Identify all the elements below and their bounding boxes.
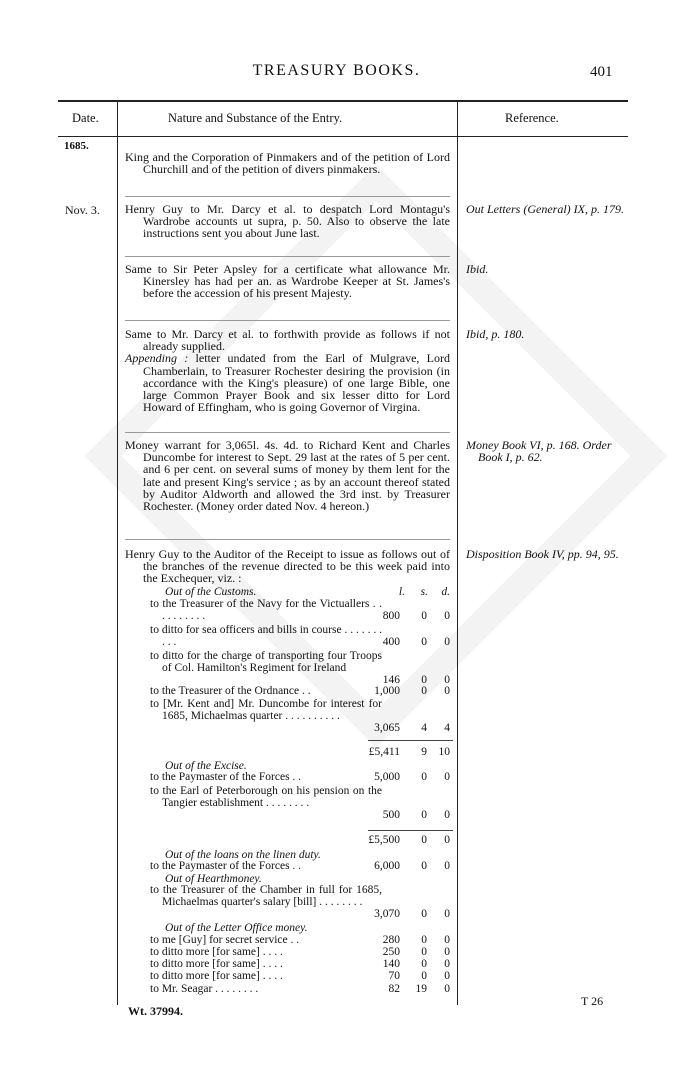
hearth-line: to the Treasurer of the Chamber in full for 1685, Michaelmas quarter's salary [bill] . . . . . . . . (150, 884, 382, 908)
customs-line-amount-d: 0 (444, 636, 450, 648)
customs-line-amount-d: 0 (444, 674, 450, 686)
letter-line: to ditto more [for same] . . . . (150, 958, 283, 970)
customs-line: to the Treasurer of the Ordnance . . (150, 685, 311, 697)
entry-text (125, 439, 450, 512)
customs-line: to [Mr. Kent and] Mr. Duncombe for interest for 1685, Michaelmas quarter . . . . . . . . . . (150, 698, 382, 722)
customs-line-amount-d: 0 (444, 685, 450, 697)
customs-line-amount-d: 0 (444, 610, 450, 622)
linen-line-amount-s: 0 (421, 860, 427, 872)
customs-total-rule (368, 740, 453, 741)
excise-line: to the Paymaster of the Forces . . (150, 771, 302, 783)
customs-total-s: 9 (421, 746, 427, 758)
customs-line-amount-s: 4 (421, 722, 427, 734)
page-number: 401 (590, 64, 613, 80)
entry-body: Money warrant for 3,065l. 4s. 4d. to Richard Kent and Charles Duncombe for interest to Sept. 29 last at the rates of 5 per cent. and 6 per cent. on several sums of money by them lent for the late and present King's service ; as by an account thereof stated by Auditor Aldworth and allowed the 3rd inst. by Treasurer Rochester. (Money order dated Nov. 4 hereon.) (125, 438, 450, 514)
page-title: TREASURY BOOKS. (252, 62, 421, 79)
appending-label: Appending : (125, 351, 189, 366)
excise-line-amount-s: 0 (421, 809, 427, 821)
entry-body: Same to Sir Peter Apsley for a certificate what allowance Mr. Kinersley has had per an. as Wardrobe Keeper at St. James's before the accession of his present Majesty. (125, 262, 450, 301)
letter-line-amount-l: 280 (382, 934, 400, 946)
letter-line-amount-l: 70 (388, 970, 400, 982)
entry-reference (466, 439, 636, 463)
letter-line-amount-s: 0 (421, 934, 427, 946)
entry-text (125, 263, 450, 300)
letter-line: to ditto more [for same] . . . . (150, 970, 283, 982)
customs-line-amount-l: 146 (382, 674, 400, 686)
entry-text (125, 328, 450, 413)
lsd-l-head: l. (398, 586, 405, 598)
entry-separator (125, 320, 450, 321)
appending-text: letter undated from the Earl of Mulgrave, Lord Chamberlain, to Treasurer Rochester desiring the provision (in accordance with the King's pleasure) of one large Bible, one large Common Prayer Book and six lesser ditto for Lord Howard of Effingham, who is going Governor of Virgina. (143, 351, 451, 415)
customs-line-amount-l: 800 (382, 610, 400, 622)
entry-body: Henry Guy to the Auditor of the Receipt to issue as follows out of the branches of the revenue directed to be this week paid into the Exchequer, viz. : (125, 547, 450, 586)
hearth-line-amount-s: 0 (421, 908, 427, 920)
excise-line-amount-l: 5,000 (374, 771, 400, 783)
letter-line-amount-s: 19 (415, 983, 427, 995)
customs-line: to the Treasurer of the Navy for the Victuallers . . . . . . . . . . (150, 598, 382, 622)
linen-line-amount-d: 0 (444, 860, 450, 872)
customs-line-amount-s: 0 (421, 610, 427, 622)
hearth-line-amount-d: 0 (444, 908, 450, 920)
letter-line-amount-s: 0 (421, 958, 427, 970)
entry-date: Nov. 3. (65, 203, 100, 217)
entry-body: Henry Guy to Mr. Darcy et al. to despatch Lord Montagu's Wardrobe accounts ut supra, p. 50. Also to observe the late instructions sent you about June last. (125, 202, 450, 241)
customs-line-amount-d: 4 (444, 722, 450, 734)
excise-total-l: £5,500 (368, 834, 400, 846)
excise-total-d: 0 (444, 834, 450, 846)
entry-body: King and the Corporation of Pinmakers and of the petition of Lord Churchill and of the petition of divers pinmakers. (125, 150, 450, 177)
reference-text: Out Letters (General) IX, p. 179. (466, 202, 624, 216)
excise-line-amount-l: 500 (382, 809, 400, 821)
column-header-nature: Nature and Substance of the Entry. (168, 111, 343, 125)
entry-text (125, 548, 450, 585)
linen-line: to the Paymaster of the Forces . . (150, 860, 302, 872)
entry-reference (466, 548, 631, 560)
excise-total-s: 0 (421, 834, 427, 846)
letter-line-amount-d: 0 (444, 983, 450, 995)
entry-separator (125, 432, 450, 433)
reference-text: Money Book VI, p. 168. Order Book I, p. 62. (466, 438, 612, 465)
customs-line-amount-s: 0 (421, 685, 427, 697)
letter-line-amount-l: 82 (388, 983, 400, 995)
customs-total-d: 10 (438, 746, 450, 758)
footer-left: Wt. 37994. (128, 1004, 183, 1018)
entry-body: Same to Mr. Darcy et al. to forthwith provide as follows if not already supplied. (125, 327, 450, 354)
letter-line-amount-s: 0 (421, 946, 427, 958)
letter-line-amount-d: 0 (444, 958, 450, 970)
excise-line-amount-d: 0 (444, 771, 450, 783)
entry-reference: Ibid. (466, 262, 489, 276)
column-header-reference: Reference. (505, 111, 559, 125)
excise-line-amount-d: 0 (444, 809, 450, 821)
column-divider-left (117, 100, 118, 1005)
lsd-s-head: s. (420, 586, 428, 598)
reference-text: Disposition Book IV, pp. 94, 95. (466, 547, 619, 561)
letter-line-amount-d: 0 (444, 970, 450, 982)
linen-heading: Out of the loans on the linen duty. (165, 849, 321, 861)
letter-line-amount-l: 250 (382, 946, 400, 958)
top-rule (58, 100, 628, 102)
excise-line: to the Earl of Peterborough on his pension on the Tangier establishment . . . . . . . . (150, 785, 382, 809)
customs-line-amount-s: 0 (421, 636, 427, 648)
entry-separator (125, 539, 450, 540)
customs-line-amount-s: 0 (421, 674, 427, 686)
excise-total-rule (368, 830, 453, 831)
entry-reference (466, 203, 631, 215)
column-divider-right (457, 100, 458, 1005)
letter-line: to Mr. Seagar . . . . . . . . (150, 983, 259, 995)
entry-separator (125, 196, 450, 197)
letter-heading: Out of the Letter Office money. (165, 922, 308, 934)
entry-reference: Ibid, p. 180. (466, 327, 525, 341)
column-header-date: Date. (72, 111, 99, 125)
customs-line-amount-l: 1,000 (374, 685, 400, 697)
excise-heading: Out of the Excise. (165, 760, 247, 772)
year-label: 1685. (64, 140, 89, 152)
hearth-line-amount-l: 3,070 (374, 908, 400, 920)
lsd-d-head: d. (441, 586, 450, 598)
letter-line-amount-l: 140 (382, 958, 400, 970)
header-rule (58, 136, 628, 137)
footer-right: T 26 (581, 994, 604, 1008)
letter-line-amount-d: 0 (444, 946, 450, 958)
customs-line: to ditto for the charge of transporting four Troops of Col. Hamilton's Regiment for Ireland (150, 650, 382, 674)
linen-line-amount-l: 6,000 (374, 860, 400, 872)
customs-line-amount-l: 400 (382, 636, 400, 648)
customs-total-l: £5,411 (368, 746, 400, 758)
entry-separator (125, 256, 450, 257)
letter-line: to me [Guy] for secret service . . (150, 934, 300, 946)
letter-line-amount-d: 0 (444, 934, 450, 946)
customs-line-amount-l: 3,065 (374, 722, 400, 734)
hearth-heading: Out of Hearthmoney. (165, 873, 262, 885)
customs-heading: Out of the Customs. (165, 586, 257, 598)
entry-text (125, 203, 450, 240)
customs-line: to ditto for sea officers and bills in course . . . . . . . . . . (150, 624, 382, 648)
letter-line-amount-s: 0 (421, 970, 427, 982)
excise-line-amount-s: 0 (421, 771, 427, 783)
entry-text (125, 151, 450, 175)
letter-line: to ditto more [for same] . . . . (150, 946, 283, 958)
